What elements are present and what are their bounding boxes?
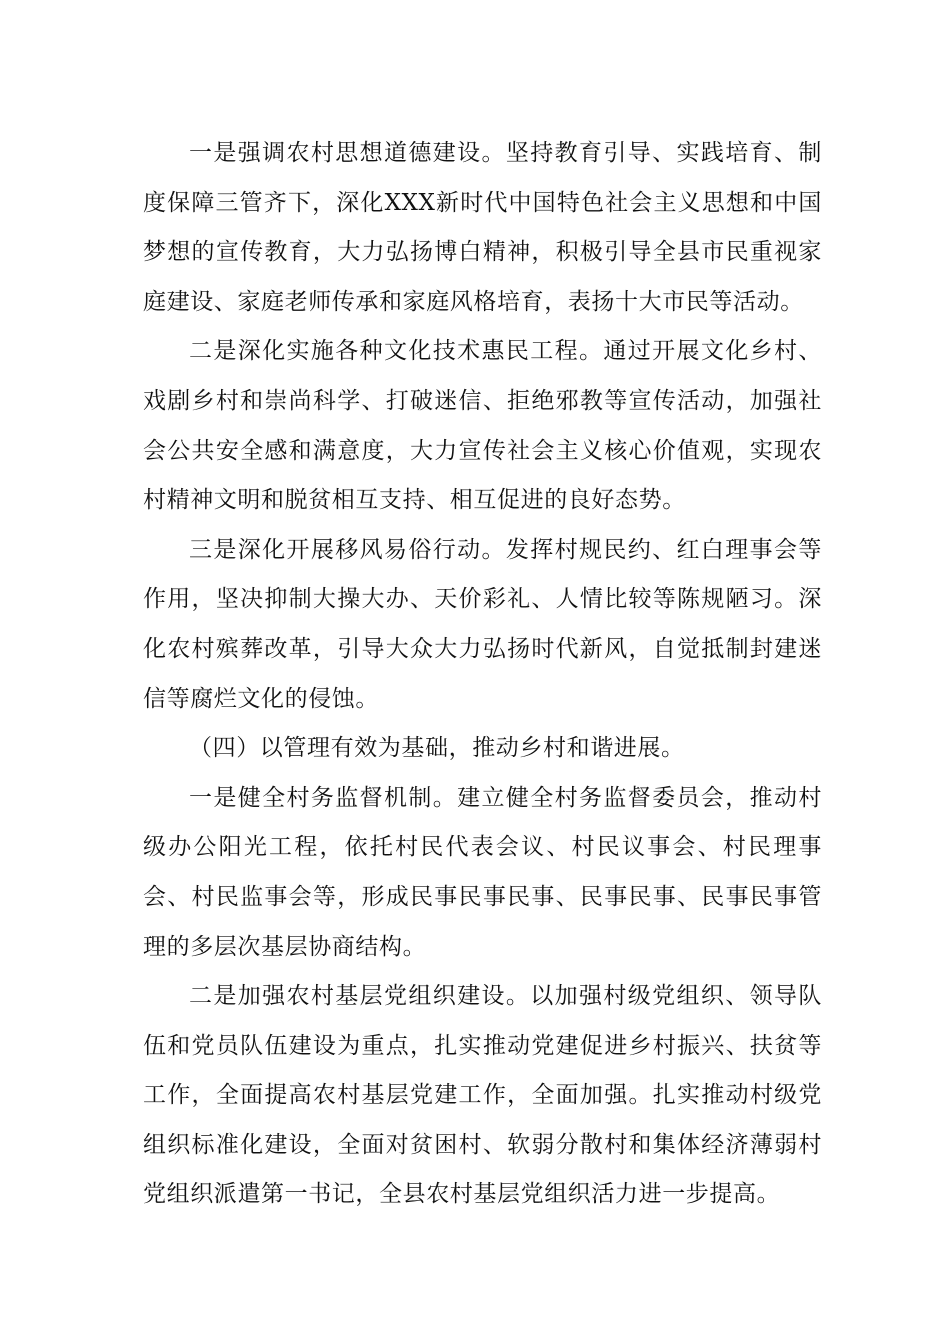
paragraph-customs-reform: 三是深化开展移风易俗行动。发挥村规民约、红白理事会等作用，坚决抑制大操大办、天价彩礼、人情比较等陈规陋习。深化农村殡葬改革，引导大众大力弘扬时代新风，自觉抵制封建迷信等腐烂文化的侵蚀。 <box>143 536 822 712</box>
paragraph-culture-projects: 二是深化实施各种文化技术惠民工程。通过开展文化乡村、戏剧乡村和崇尚科学、打破迷信、拒绝邪教等宣传活动，加强社会公共安全感和满意度，大力宣传社会主义核心价值观，实现农村精神文明和脱贫相互支持、相互促进的良好态势。 <box>143 338 822 514</box>
paragraph-party-building: 二是加强农村基层党组织建设。以加强村级党组织、领导队伍和党员队伍建设为重点，扎实推动党建促进乡村振兴、扶贫等工作，全面提高农村基层党建工作，全面加强。扎实推动村级党组织标准化建设，全面对贫困村、软弱分散村和集体经济薄弱村党组织派遣第一书记，全县农村基层党组织活力进一步提高。 <box>143 983 822 1208</box>
paragraph-thought-morality: 一是强调农村思想道德建设。坚持教育引导、实践培育、制度保障三管齐下，深化XXX新时代中国特色社会主义思想和中国梦想的宣传教育，大力弘扬博白精神，积极引导全县市民重视家庭建设、家庭老师传承和家庭风格培育，表扬十大市民等活动。 <box>143 140 822 315</box>
paragraph-village-supervision: 一是健全村务监督机制。建立健全村务监督委员会，推动村级办公阳光工程，依托村民代表会议、村民议事会、村民理事会、村民监事会等，形成民事民事民事、民事民事、民事民事管理的多层次基层协商结构。 <box>143 784 822 960</box>
section-heading-governance: （四）以管理有效为基础，推动乡村和谐进展。 <box>189 735 685 762</box>
